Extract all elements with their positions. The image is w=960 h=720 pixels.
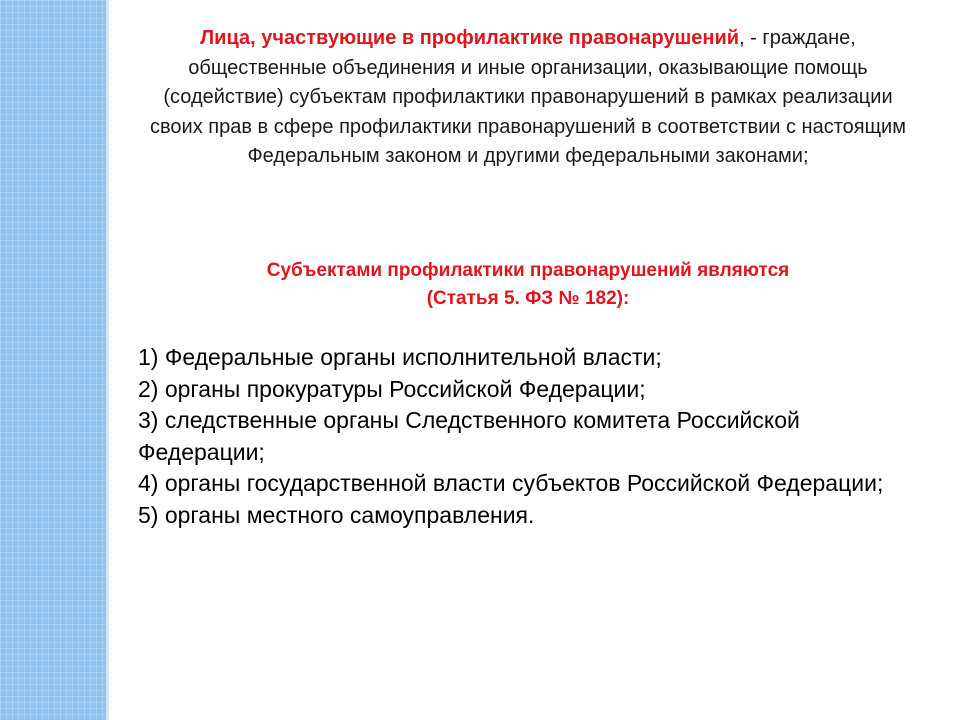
definition-term: Лица, участвующие в профилактике правонарушений	[200, 27, 740, 49]
list-item: 4) органы государственной власти субъектов Российской Федерации;	[138, 470, 884, 496]
list-item: 5) органы местного самоуправления.	[138, 501, 535, 528]
subjects-heading	[150, 257, 906, 313]
definition-dash: , -	[739, 27, 757, 49]
definition-paragraph	[150, 24, 906, 172]
subjects-heading-line2: (Статья 5. ФЗ № 182):	[426, 288, 630, 309]
list-item: 2) органы прокуратуры Российской Федерации;	[138, 375, 646, 402]
subjects-heading-line1: Субъектами профилактики правонарушений являются	[266, 260, 790, 281]
side-band-edge	[106, 0, 109, 720]
subjects-list	[138, 342, 928, 531]
decorative-side-band	[0, 0, 106, 720]
definition-text: граждане, общественные объединения и иные организации, оказывающие помощь (содействие) субъектам профилактики правонарушений в рамках реализации своих прав в сфере профилактики правонарушений в соответствии с настоящим Федеральным законом и другими федеральными законами;	[150, 27, 906, 167]
list-item: 1) Федеральные органы исполнительной власти;	[138, 344, 662, 370]
list-item: 3) следственные органы Следственного комитета Российской Федерации;	[138, 407, 800, 465]
